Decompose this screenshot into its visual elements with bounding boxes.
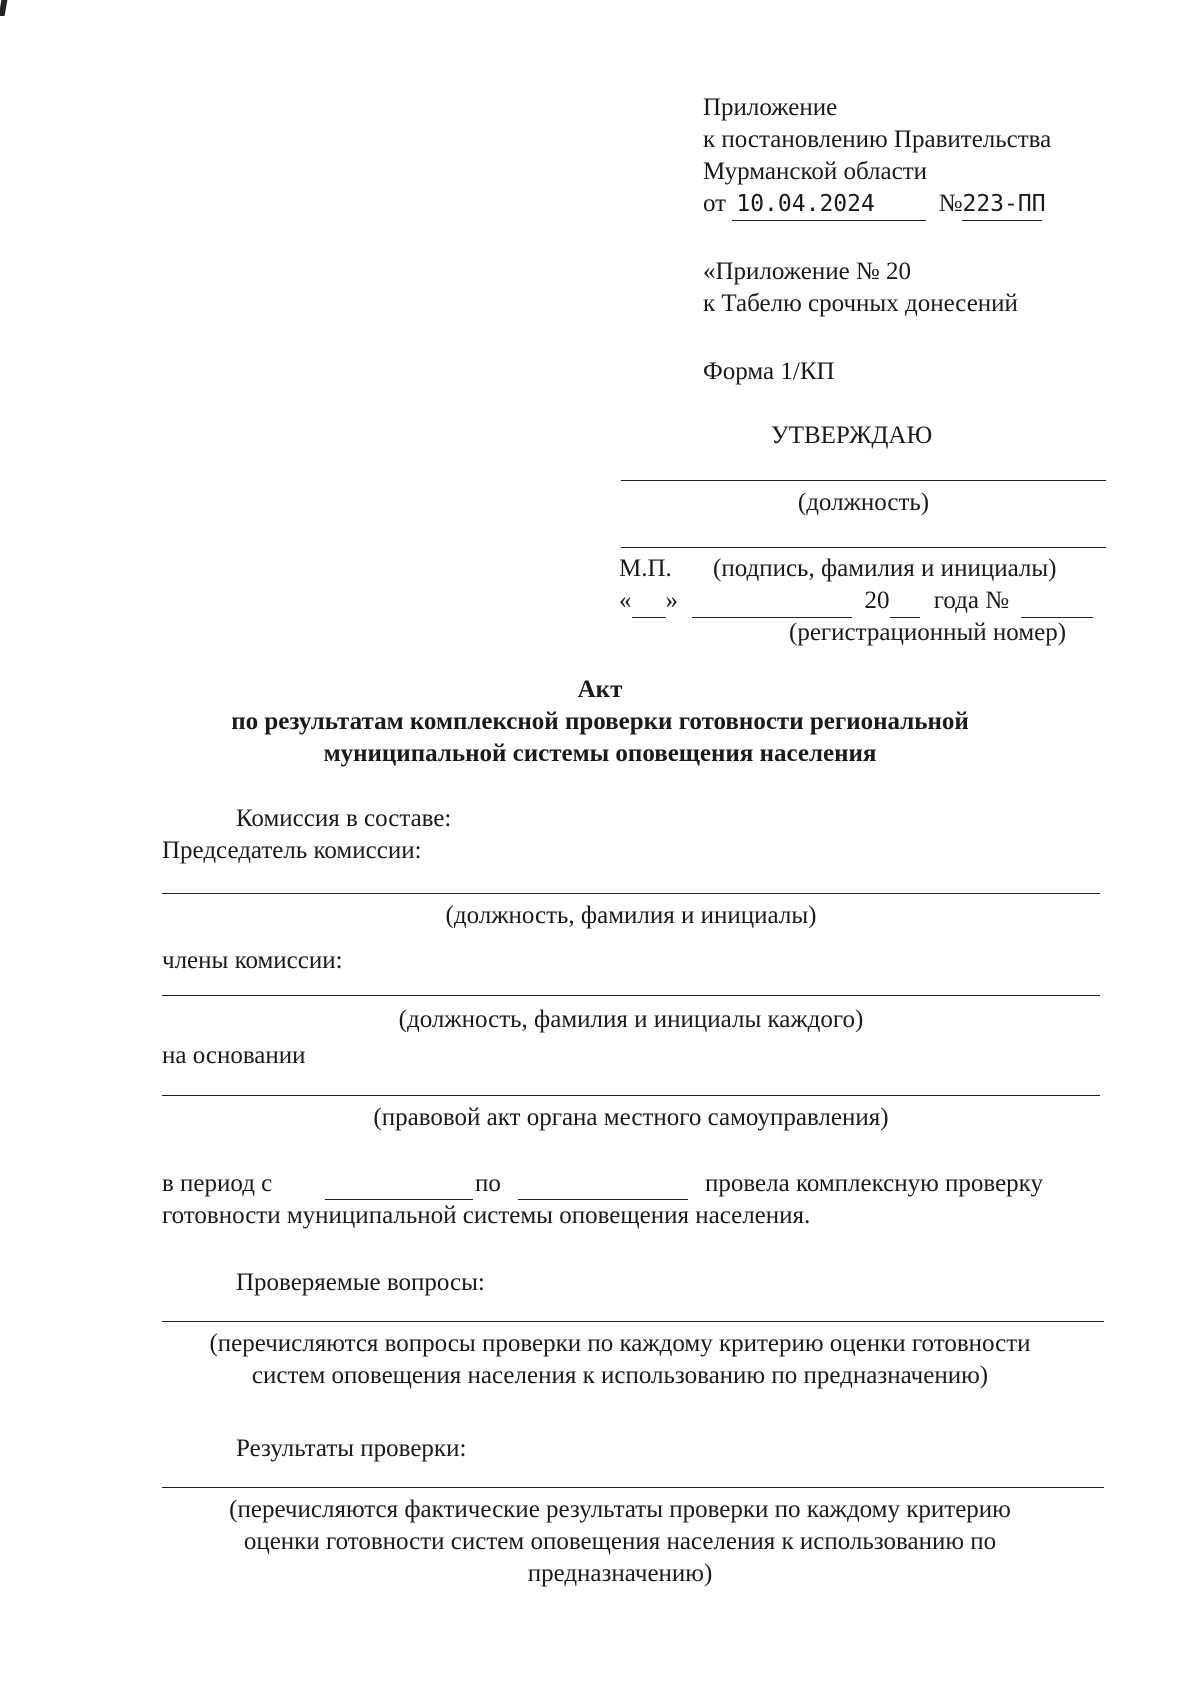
chairman-label: Председатель комиссии: [162, 837, 422, 864]
period-line-2: готовности муниципальной системы оповещения населения. [162, 1202, 811, 1229]
form-label: Форма 1/КП [703, 358, 835, 385]
members-line [162, 995, 1100, 996]
act-title-line-2: по результатам комплексной проверки готовности региональной [231, 708, 969, 735]
year-suffix: года № [933, 587, 1010, 614]
approval-heading: УТВЕРЖДАЮ [771, 422, 933, 449]
results-caption-line-2: оценки готовности систем оповещения населения к использованию по [243, 1528, 997, 1555]
chairman-line [162, 893, 1100, 894]
appendix-date-row [703, 188, 1046, 221]
act-title-line-3: муниципальной системы оповещения населения [323, 740, 877, 767]
basis-line [162, 1095, 1100, 1096]
basis-label: на основании [162, 1042, 306, 1069]
signature-caption: (подпись, фамилия и инициалы) [713, 555, 1057, 582]
members-label: члены комиссии: [162, 947, 343, 974]
sub-appendix-line-2: к Табелю срочных донесений [703, 290, 1018, 317]
appendix-line-3: Мурманской области [703, 158, 928, 185]
day-blank [632, 585, 666, 618]
position-line [621, 480, 1106, 481]
number-prefix: № [938, 190, 963, 217]
results-label: Результаты проверки: [236, 1435, 467, 1462]
results-caption-line-1: (перечисляются фактические результаты проверки по каждому критерию [229, 1496, 1011, 1523]
year-blank [890, 585, 920, 618]
year-prefix: 20 [864, 587, 890, 614]
period-to: по [475, 1170, 501, 1197]
position-caption: (должность) [797, 489, 930, 516]
registration-caption: (регистрационный номер) [789, 619, 1067, 646]
date-prefix: от [703, 190, 727, 217]
signature-line [621, 547, 1106, 548]
appendix-line-1: Приложение [703, 94, 838, 121]
period-prefix: в период с [162, 1170, 273, 1197]
approval-date-row [619, 585, 1093, 618]
document-number: 223-ПП [962, 188, 1042, 221]
results-line [162, 1487, 1104, 1488]
commission-intro: Комиссия в составе: [236, 805, 452, 832]
seal-label: М.П. [619, 555, 672, 582]
sub-appendix-line-1: «Приложение № 20 [703, 258, 912, 285]
questions-line [162, 1321, 1104, 1322]
period-suffix: провела комплексную проверку [705, 1170, 1043, 1197]
questions-label: Проверяемые вопросы: [236, 1269, 485, 1296]
chairman-caption: (должность, фамилия и инициалы) [445, 902, 817, 929]
members-caption: (должность, фамилия и инициалы каждого) [398, 1006, 864, 1033]
document-date: 10.04.2024 [732, 188, 926, 221]
results-caption-line-3: предназначению) [527, 1560, 713, 1587]
quote-open: « [619, 587, 632, 614]
basis-caption: (правовой акт органа местного самоуправления) [373, 1104, 889, 1131]
quote-close: » [665, 587, 678, 614]
questions-caption-line-2: систем оповещения населения к использованию по предназначению) [251, 1362, 989, 1389]
questions-caption-line-1: (перечисляются вопросы проверки по каждому критерию оценки готовности [209, 1330, 1031, 1357]
scan-mark [0, 0, 7, 16]
month-blank [692, 585, 852, 618]
act-title-line-1: Акт [577, 676, 623, 703]
registration-blank [1021, 585, 1093, 618]
appendix-line-2: к постановлению Правительства [703, 126, 1052, 153]
